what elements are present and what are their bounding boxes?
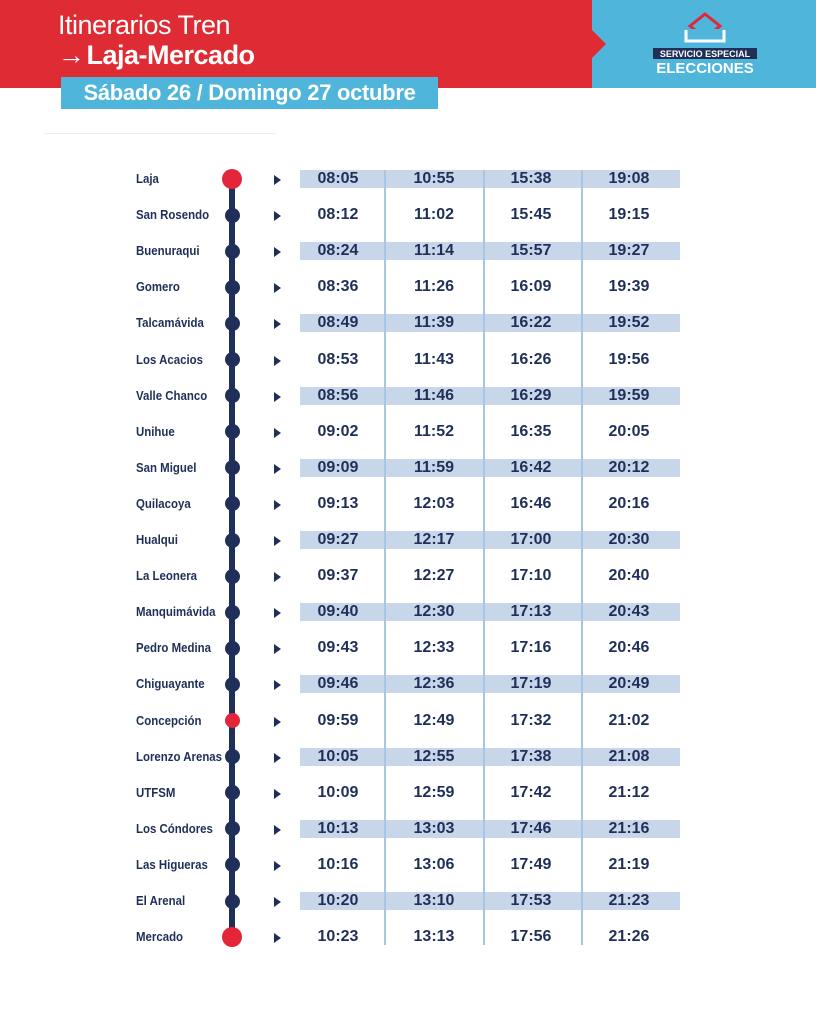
departure-time: 20:05 bbox=[608, 422, 650, 440]
departure-time: 08:05 bbox=[317, 170, 359, 187]
station-marker bbox=[225, 894, 240, 909]
column-divider bbox=[581, 170, 583, 945]
departure-time: 19:08 bbox=[608, 170, 650, 187]
station-marker bbox=[225, 388, 240, 403]
play-icon bbox=[274, 897, 281, 907]
departure-time: 20:43 bbox=[608, 603, 650, 621]
departure-time: 20:46 bbox=[608, 639, 650, 657]
departure-time: 16:09 bbox=[510, 278, 552, 296]
station-name: Pedro Medina bbox=[136, 640, 212, 656]
station-name: Unihue bbox=[136, 423, 175, 439]
play-icon bbox=[274, 861, 281, 871]
departure-time: 09:09 bbox=[317, 458, 359, 476]
station-name: Chiguayante bbox=[136, 676, 205, 692]
play-icon bbox=[274, 283, 281, 293]
station-marker bbox=[225, 280, 240, 295]
departure-time: 11:02 bbox=[413, 206, 455, 224]
departure-time: 13:06 bbox=[413, 855, 455, 873]
departure-time: 17:16 bbox=[510, 639, 552, 657]
departure-time: 09:46 bbox=[317, 675, 359, 693]
departure-time: 17:56 bbox=[510, 928, 552, 946]
station-marker bbox=[225, 460, 240, 475]
departure-time: 17:00 bbox=[510, 531, 552, 548]
station-marker bbox=[225, 316, 240, 331]
date-badge: Sábado 26 / Domingo 27 octubre bbox=[61, 77, 438, 109]
departure-time: 12:17 bbox=[413, 531, 455, 548]
departure-time: 21:02 bbox=[608, 711, 650, 729]
departure-time: 10:05 bbox=[317, 747, 359, 765]
station-marker bbox=[225, 352, 240, 367]
station-name: Talcamávida bbox=[136, 315, 204, 331]
station-marker bbox=[225, 641, 240, 656]
departure-time: 09:02 bbox=[317, 422, 359, 440]
station-marker bbox=[225, 785, 240, 800]
departure-time: 17:46 bbox=[510, 819, 552, 837]
departure-time: 20:40 bbox=[608, 567, 650, 585]
departure-time: 21:19 bbox=[608, 855, 650, 873]
station-name: Los Cóndores bbox=[136, 820, 213, 836]
departure-time: 10:20 bbox=[317, 892, 359, 909]
departure-time: 16:46 bbox=[510, 494, 552, 512]
play-icon bbox=[274, 717, 281, 727]
play-icon bbox=[274, 428, 281, 438]
play-icon bbox=[274, 825, 281, 835]
departure-time: 10:55 bbox=[413, 170, 455, 187]
departure-time: 11:39 bbox=[413, 314, 455, 332]
arrow-right-icon: → bbox=[58, 40, 85, 70]
departure-time: 17:32 bbox=[510, 711, 552, 729]
station-name: Hualqui bbox=[136, 532, 178, 547]
departure-time: 09:37 bbox=[317, 567, 359, 585]
station-name: Laja bbox=[136, 171, 159, 186]
departure-time: 17:13 bbox=[510, 603, 552, 621]
departure-time: 12:55 bbox=[413, 747, 455, 765]
departure-time: 19:15 bbox=[608, 206, 650, 224]
play-icon bbox=[274, 319, 281, 329]
station-marker bbox=[225, 424, 240, 439]
play-icon bbox=[274, 680, 281, 690]
departure-time: 17:19 bbox=[510, 675, 552, 693]
departure-time: 10:23 bbox=[317, 928, 359, 946]
departure-time: 17:10 bbox=[510, 567, 552, 585]
station-name: Manquimávida bbox=[136, 604, 216, 620]
departure-time: 08:12 bbox=[317, 206, 359, 224]
station-name: Lorenzo Arenas bbox=[136, 748, 223, 764]
station-marker bbox=[225, 857, 240, 872]
play-icon bbox=[274, 572, 281, 582]
departure-time: 10:13 bbox=[317, 819, 359, 837]
play-icon bbox=[274, 211, 281, 221]
station-name: Valle Chanco bbox=[136, 387, 208, 403]
departure-time: 21:23 bbox=[608, 892, 650, 909]
departure-time: 16:29 bbox=[510, 386, 552, 404]
departure-time: 19:59 bbox=[608, 386, 650, 404]
route-name: Laja-Mercado bbox=[86, 40, 255, 70]
departure-time: 19:52 bbox=[608, 314, 650, 332]
departure-time: 11:46 bbox=[413, 386, 455, 404]
page-title: Itinerarios Tren bbox=[58, 10, 231, 40]
departure-time: 11:14 bbox=[413, 242, 455, 260]
station-name: Concepción bbox=[136, 712, 202, 728]
departure-time: 16:26 bbox=[510, 350, 552, 368]
station-marker bbox=[225, 677, 240, 692]
departure-time: 09:27 bbox=[317, 531, 359, 548]
play-icon bbox=[274, 464, 281, 474]
station-name: Las Higueras bbox=[136, 856, 208, 872]
station-marker bbox=[225, 496, 240, 511]
departure-time: 20:12 bbox=[608, 458, 650, 476]
departure-time: 21:12 bbox=[608, 783, 650, 801]
departure-time: 20:49 bbox=[608, 675, 650, 693]
column-divider bbox=[384, 170, 386, 945]
departure-time: 20:16 bbox=[608, 494, 650, 512]
station-name: San Rosendo bbox=[136, 207, 210, 223]
logo-word: ELECCIONES bbox=[656, 60, 754, 77]
station-marker bbox=[225, 244, 240, 259]
station-name: Gomero bbox=[136, 279, 180, 295]
departure-time: 11:52 bbox=[413, 422, 455, 440]
departure-time: 21:08 bbox=[608, 747, 650, 765]
departure-time: 08:56 bbox=[317, 386, 359, 404]
departure-time: 16:22 bbox=[510, 314, 552, 332]
departure-time: 17:49 bbox=[510, 855, 552, 873]
station-marker bbox=[225, 208, 240, 223]
station-marker bbox=[225, 569, 240, 584]
play-icon bbox=[274, 608, 281, 618]
departure-time: 13:13 bbox=[413, 928, 455, 946]
departure-time: 12:30 bbox=[413, 603, 455, 621]
departure-time: 19:27 bbox=[608, 242, 650, 260]
departure-time: 17:53 bbox=[510, 892, 552, 909]
station-marker bbox=[225, 533, 240, 548]
departure-time: 09:40 bbox=[317, 603, 359, 621]
departure-time: 08:36 bbox=[317, 278, 359, 296]
station-name: La Leonera bbox=[136, 568, 198, 584]
departure-time: 09:59 bbox=[317, 711, 359, 729]
departure-time: 15:45 bbox=[510, 206, 552, 224]
play-icon bbox=[274, 933, 281, 943]
station-name: Mercado bbox=[136, 929, 184, 945]
departure-time: 16:42 bbox=[510, 458, 552, 476]
departure-time: 12:27 bbox=[413, 567, 455, 585]
departure-time: 15:38 bbox=[510, 170, 552, 187]
departure-time: 08:53 bbox=[317, 350, 359, 368]
play-icon bbox=[274, 392, 281, 402]
station-marker bbox=[225, 821, 240, 836]
play-icon bbox=[274, 536, 281, 546]
departure-time: 10:09 bbox=[317, 783, 359, 801]
departure-time: 13:10 bbox=[413, 892, 455, 909]
station-marker bbox=[222, 927, 242, 947]
departure-time: 11:26 bbox=[413, 278, 455, 296]
departure-time: 12:33 bbox=[413, 639, 455, 657]
play-icon bbox=[274, 644, 281, 654]
station-marker bbox=[225, 713, 240, 728]
station-marker bbox=[225, 605, 240, 620]
departure-time: 12:59 bbox=[413, 783, 455, 801]
play-icon bbox=[274, 247, 281, 257]
departure-time: 08:49 bbox=[317, 314, 359, 332]
departure-time: 16:35 bbox=[510, 422, 552, 440]
play-icon bbox=[274, 789, 281, 799]
departure-time: 11:43 bbox=[413, 350, 455, 368]
station-marker bbox=[225, 749, 240, 764]
station-name: Buenuraqui bbox=[136, 243, 200, 259]
departure-time: 08:24 bbox=[317, 242, 359, 260]
departure-time: 12:36 bbox=[413, 675, 455, 693]
departure-time: 19:56 bbox=[608, 350, 650, 368]
play-icon bbox=[274, 175, 281, 185]
station-name: El Arenal bbox=[136, 893, 186, 908]
departure-time: 17:42 bbox=[510, 783, 552, 801]
departure-time: 11:59 bbox=[413, 458, 455, 476]
departure-time: 13:03 bbox=[413, 819, 455, 837]
station-name: Quilacoya bbox=[136, 495, 191, 511]
play-icon bbox=[274, 356, 281, 366]
station-name: UTFSM bbox=[136, 784, 176, 800]
station-name: San Miguel bbox=[136, 459, 197, 475]
departure-time: 21:16 bbox=[608, 819, 650, 837]
departure-time: 09:43 bbox=[317, 639, 359, 657]
departure-time: 09:13 bbox=[317, 494, 359, 512]
station-name: Los Acacios bbox=[136, 351, 203, 367]
departure-time: 10:16 bbox=[317, 855, 359, 873]
departure-time: 12:49 bbox=[413, 711, 455, 729]
play-icon bbox=[274, 753, 281, 763]
logo-band-text: SERVICIO ESPECIAL bbox=[653, 48, 757, 59]
departure-time: 20:30 bbox=[608, 531, 650, 548]
column-divider bbox=[483, 170, 485, 945]
departure-time: 19:39 bbox=[608, 278, 650, 296]
departure-time: 15:57 bbox=[510, 242, 552, 260]
departure-time: 12:03 bbox=[413, 494, 455, 512]
departure-time: 17:38 bbox=[510, 747, 552, 765]
station-marker bbox=[222, 169, 242, 189]
play-icon bbox=[274, 500, 281, 510]
departure-time: 21:26 bbox=[608, 928, 650, 946]
